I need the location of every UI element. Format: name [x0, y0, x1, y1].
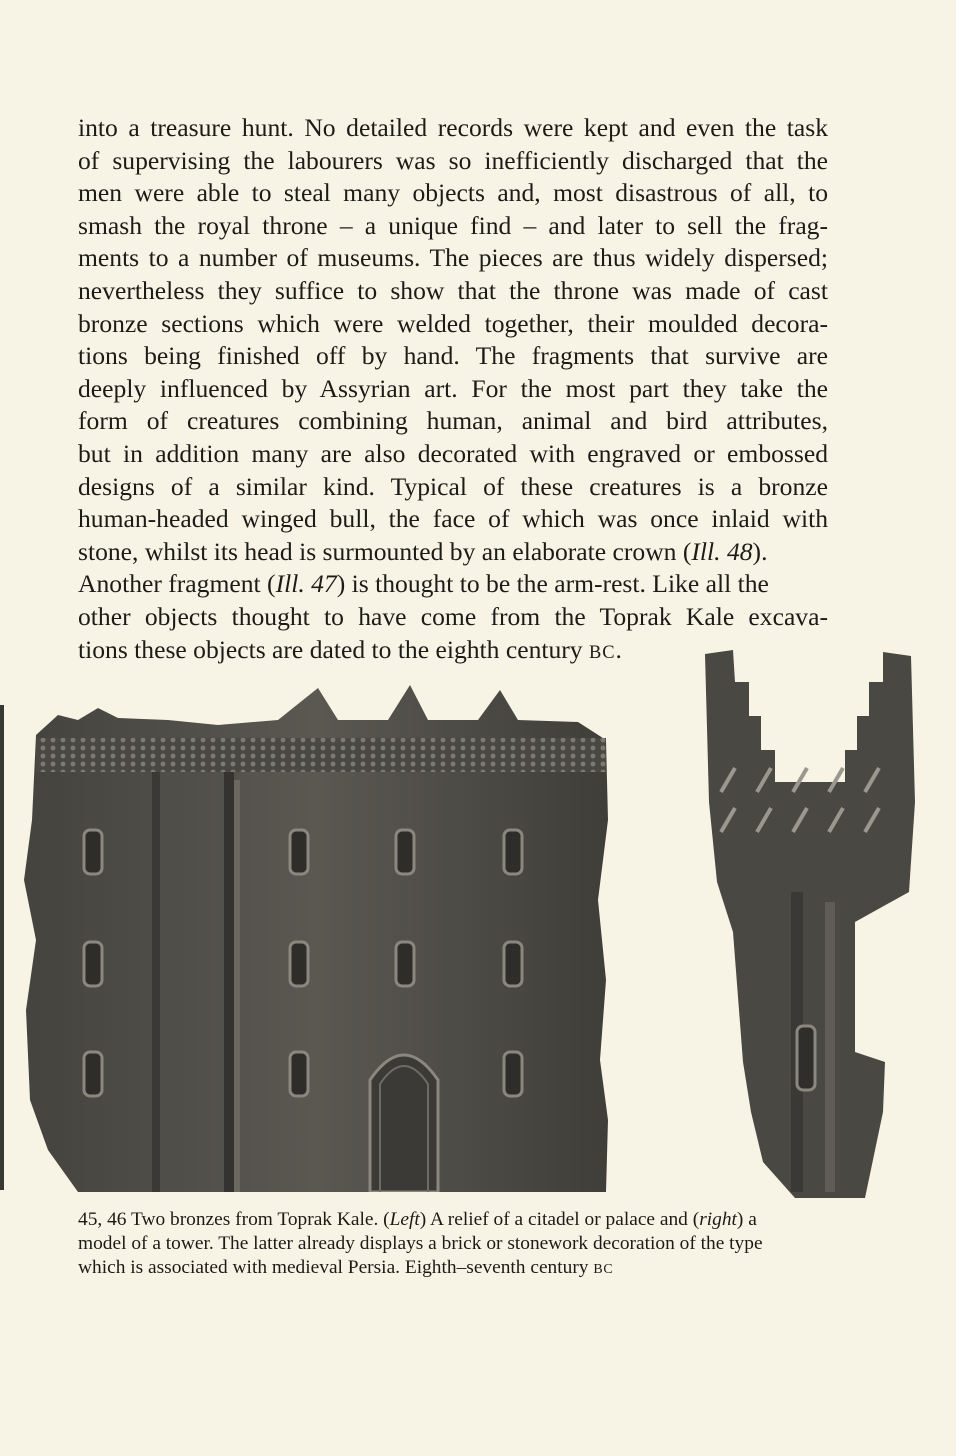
- text-line: designs of a similar kind. Typical of these creatures is a bronze: [78, 471, 828, 501]
- text-line: bronze sections which were welded together, their moulded decora-: [78, 308, 828, 338]
- text-segment: .: [615, 634, 622, 664]
- text-line: other objects thought to have come from the Toprak Kale excava-: [78, 601, 828, 631]
- illustration-reference: Ill. 48: [691, 536, 753, 566]
- text-line: [78, 568, 828, 601]
- text-line: ments to a number of museums. The pieces are thus widely dispersed;: [78, 243, 828, 273]
- text-segment: tions these objects are dated to the eighth century: [78, 634, 590, 664]
- caption-left-label: Left: [389, 1209, 420, 1230]
- figure-caption: [78, 1208, 918, 1282]
- text-segment: Another fragment (: [78, 569, 276, 599]
- caption-segment: ) a: [736, 1209, 757, 1230]
- caption-line: model of a tower. The latter already displays a brick or stonework decoration of the type: [78, 1233, 763, 1254]
- illustration-reference: Ill. 47: [275, 569, 337, 599]
- text-line: deeply influenced by Assyrian art. For the most part they take the: [78, 373, 828, 403]
- text-line: but in addition many are also decorated with engraved or embossed: [78, 438, 828, 468]
- text-line: men were able to steal many objects and, most disastrous of all, to: [78, 178, 828, 208]
- text-line: nevertheless they suffice to show that the throne was made of cast: [78, 275, 828, 305]
- caption-segment: ) A relief of a citadel or palace and (: [419, 1209, 700, 1230]
- text-line: [78, 536, 828, 569]
- citadel-relief-photo: [18, 680, 616, 1192]
- caption-segment: Two bronzes from Toprak Kale. (: [126, 1209, 390, 1230]
- caption-segment: which is associated with medieval Persia. Eighth–seventh century: [78, 1257, 594, 1278]
- text-line: form of creatures combining human, animal and bird attributes,: [78, 406, 828, 436]
- text-segment: ).: [752, 536, 768, 566]
- text-line: tions being finished off by hand. The fragments that survive are: [78, 341, 828, 371]
- text-segment: ) is thought to be the arm-rest. Like all the: [336, 569, 769, 599]
- text-line: human-headed winged bull, the face of which was once inlaid with: [78, 504, 828, 534]
- caption-line: [78, 1208, 918, 1232]
- caption-line: [78, 1256, 918, 1282]
- tower-model-photo: [705, 642, 920, 1198]
- text-line: of supervising the labourers was so inefficiently discharged that the: [78, 145, 828, 175]
- text-line: smash the royal throne – a unique find – and later to sell the frag-: [78, 210, 828, 240]
- text-line: into a treasure hunt. No detailed records were kept and even the task: [78, 113, 828, 142]
- text-segment: stone, whilst its head is surmounted by an elaborate crown (: [78, 536, 692, 566]
- caption-right-label: right: [699, 1209, 737, 1230]
- page-edge-shadow: [0, 705, 4, 1190]
- era-abbreviation: BC: [589, 641, 616, 662]
- era-abbreviation: BC: [593, 1262, 614, 1277]
- figure-numbers: 45, 46: [78, 1209, 127, 1230]
- body-text: [78, 112, 828, 668]
